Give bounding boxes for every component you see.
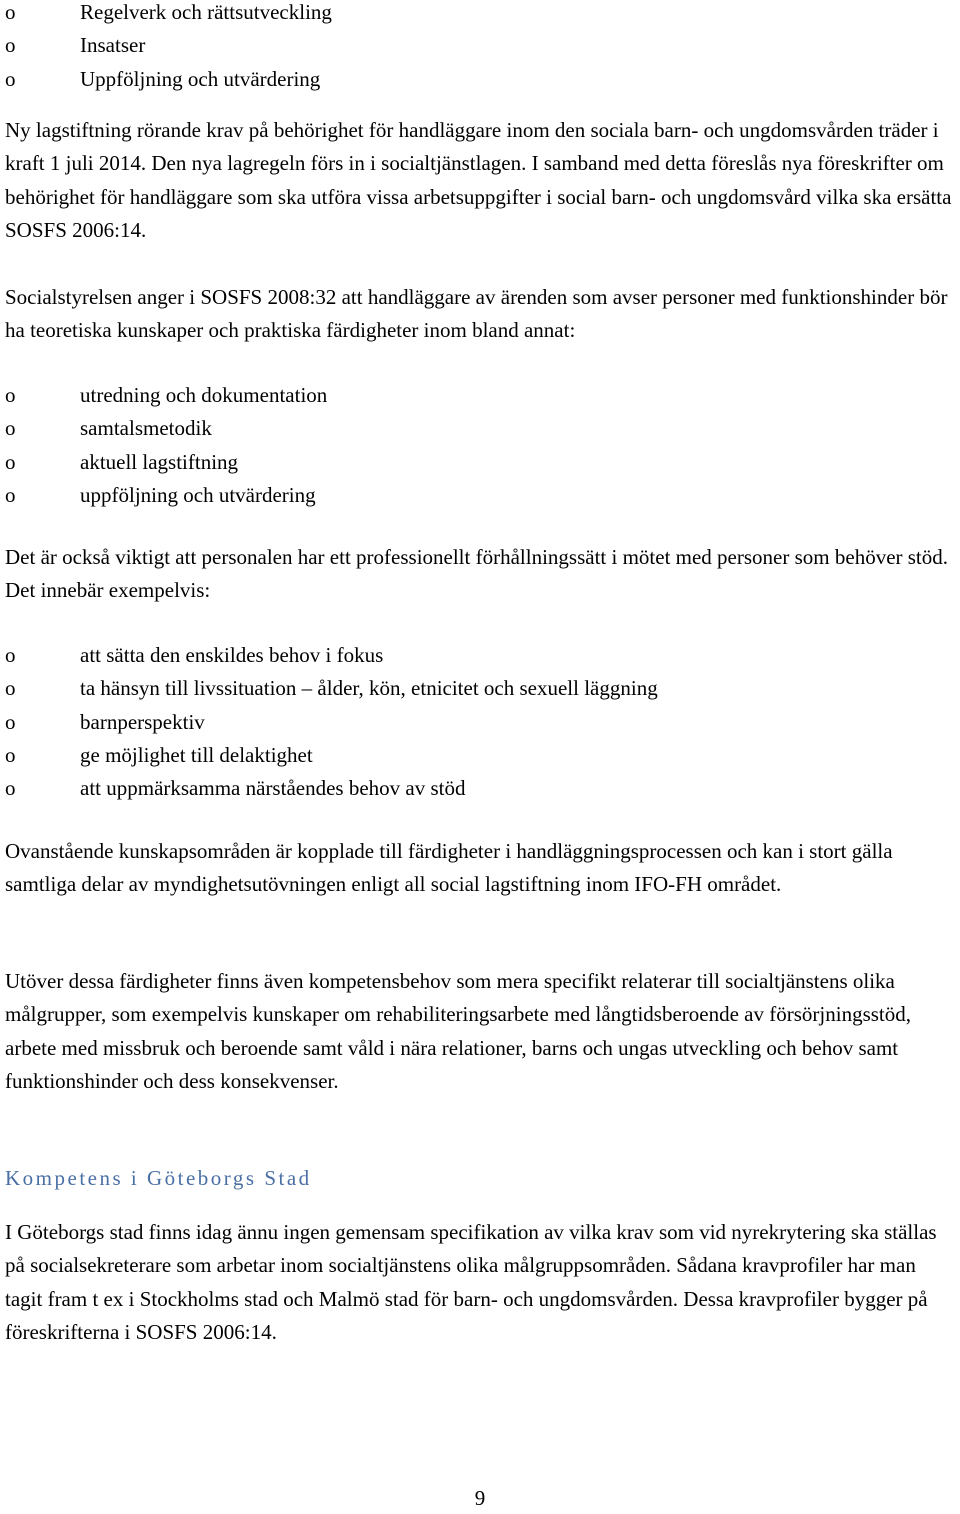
list-item: o Uppföljning och utvärdering (5, 66, 321, 91)
list-item: o att sätta den enskildes behov i fokus (5, 643, 384, 667)
bullet: o (5, 482, 16, 507)
list-item: o samtalsmetodik (5, 416, 212, 441)
bullet: o (5, 676, 16, 701)
paragraph-goteborg: I Göteborgs stad finns idag ännu ingen gemensam specifikation av vilka krav som vid nyrekrytering ska ställas på socialsekreterare som arbetar inom socialtjänstens olika målgruppsområden. Sådana kravprofiler har man tagit fram t ex i Stockholms stad och Malmö stad för barn- och ungdomsvården. Dessa kravprofiler bygger på föreskrifterna i SOSFS 2006:14. (5, 1220, 937, 1344)
list-item: o aktuell lagstiftning (5, 449, 239, 474)
list-item: o uppföljning och utvärdering (5, 482, 316, 507)
bullet: o (5, 449, 16, 474)
page-number: 9 (474, 1486, 486, 1510)
bullet: o (5, 709, 16, 734)
bullet: o (5, 776, 16, 801)
top-bullet-list (5, 0, 332, 100)
bullet: o (5, 742, 16, 767)
bullet: o (5, 33, 16, 58)
list-item: o utredning och dokumentation (5, 383, 328, 407)
list-item: o att uppmärksamma närståendes behov av stöd (5, 776, 466, 801)
bullet: o (5, 416, 16, 441)
bullet: o (5, 66, 16, 91)
paragraph-sosfs-2008: Socialstyrelsen anger i SOSFS 2008:32 att handläggare av ärenden som avser personer med funktionshinder bör ha teoretiska kunskaper och praktiska färdigheter inom bland annat: (5, 285, 948, 343)
bullet: o (5, 0, 16, 24)
paragraph-kompetensbehov: Utöver dessa färdigheter finns även kompetensbehov som mera specifikt relaterar till socialtjänstens olika målgrupper, som exempelvis kunskaper om rehabiliteringsarbete med långtidsberoende av försörjningsstöd, arbete med missbruk och beroende samt våld i nära relationer, barns och ungas utveckling och behov samt funktionshinder och dess konsekvenser. (5, 969, 912, 1093)
list-item: o barnperspektiv (5, 709, 205, 734)
list-item: o ta hänsyn till livssituation – ålder, kön, etnicitet och sexuell läggning (5, 676, 658, 701)
paragraph-kunskapsomraden: Ovanstående kunskapsområden är kopplade till färdigheter i handläggningsprocessen och kan i stort gälla samtliga delar av myndighetsutövningen enligt all social lagstiftning inom IFO-FH området. (5, 839, 893, 897)
competence-bullet-list (5, 383, 327, 516)
list-item: o ge möjlighet till delaktighet (5, 742, 313, 767)
bullet: o (5, 643, 16, 667)
approach-bullet-list (5, 643, 658, 809)
section-heading: Kompetens i Göteborgs Stad (5, 1166, 312, 1190)
list-item: o Regelverk och rättsutveckling (5, 0, 332, 24)
list-item: o Insatser (5, 33, 146, 58)
paragraph-forhallningssatt: Det är också viktigt att personalen har ett professionellt förhållningssätt i mötet med personer som behöver stöd. Det innebär exempelvis: (5, 545, 949, 603)
paragraph-behorighet: Ny lagstiftning rörande krav på behörighet för handläggare inom den sociala barn- och ungdomsvården träder i kraft 1 juli 2014. Den nya lagregeln förs in i socialtjänstlagen. I samband med detta föreslås nya föreskrifter om behörighet för handläggare som ska utföra vissa arbetsuppgifter i social barn- och ungdomsvård vilka ska ersätta SOSFS 2006:14. (5, 118, 952, 242)
bullet: o (5, 383, 16, 407)
